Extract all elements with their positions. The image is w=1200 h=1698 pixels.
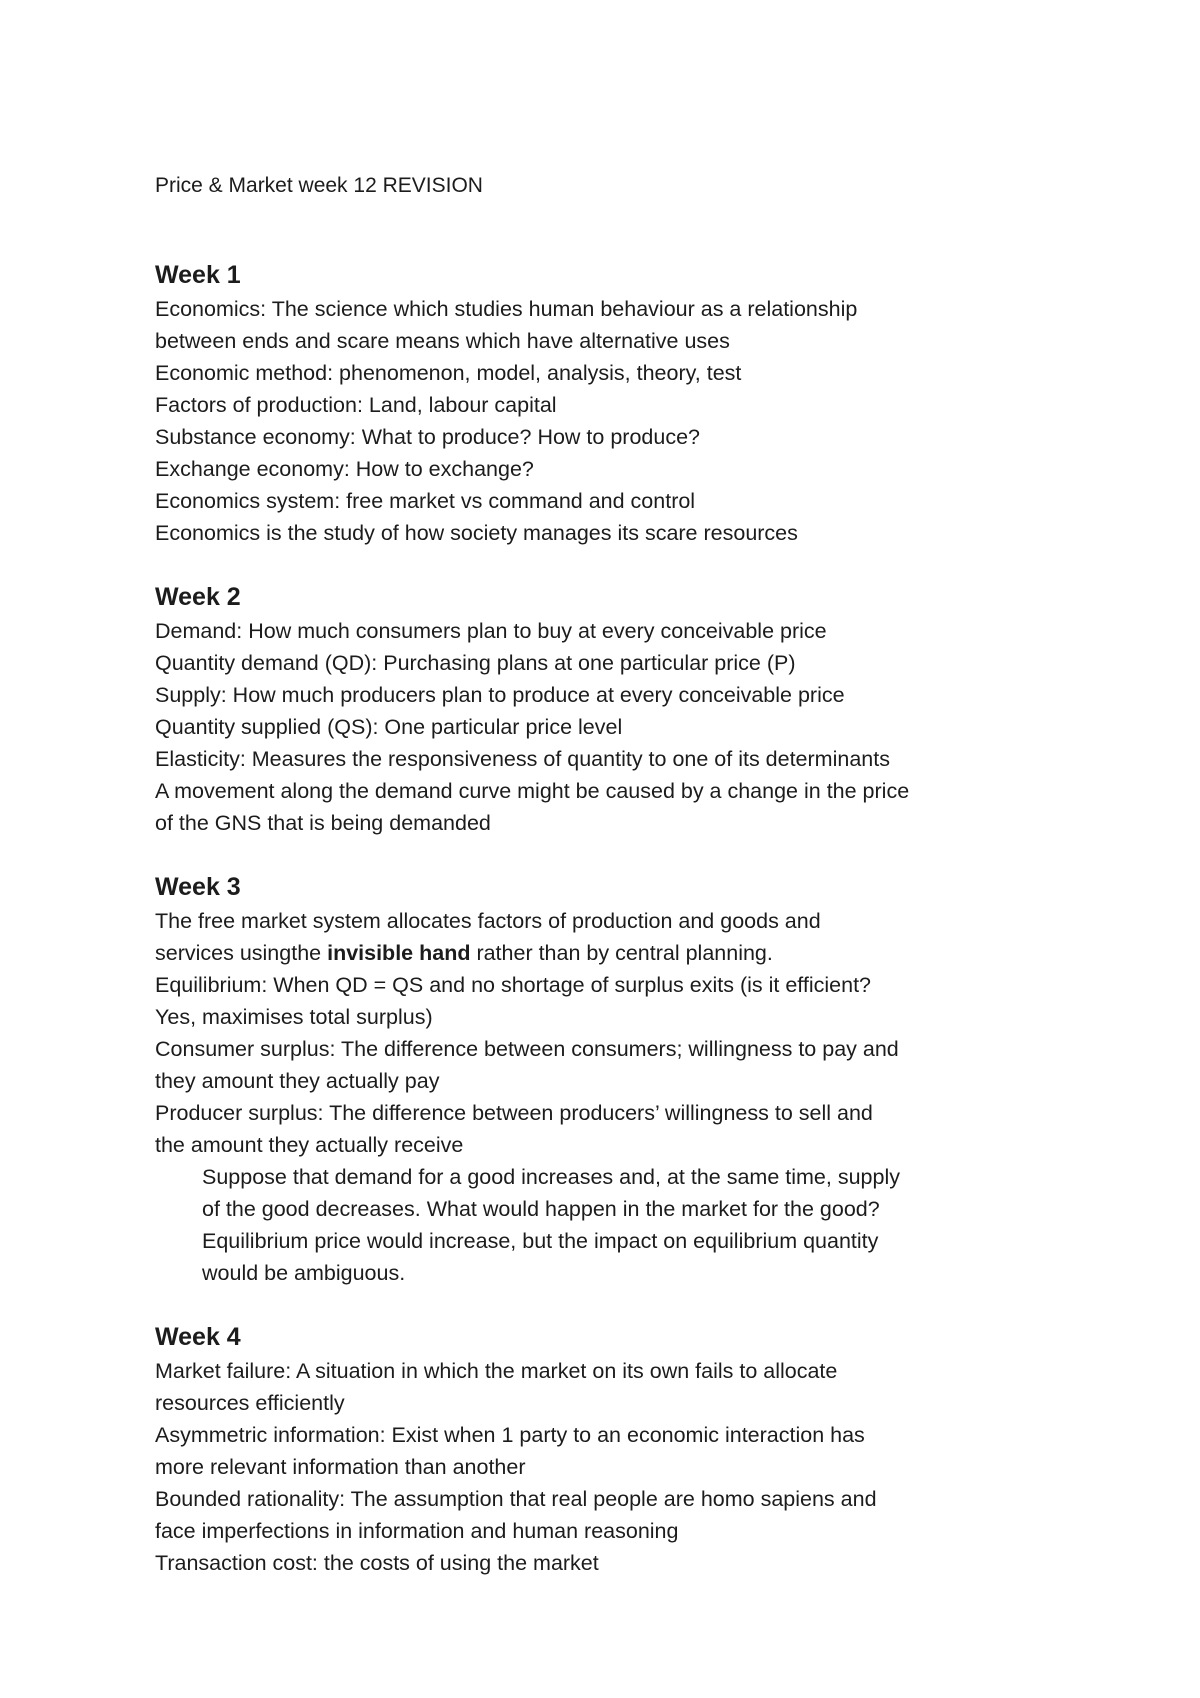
- indented-text-line: would be ambiguous.: [202, 1261, 406, 1285]
- document-page: [155, 170, 1085, 1610]
- text-line: A movement along the demand curve might be caused by a change in the price: [155, 779, 910, 803]
- section-heading-week-1: Week 1: [155, 261, 241, 289]
- section-heading-week-3: Week 3: [155, 873, 241, 901]
- text-line: Economics is the study of how society manages its scare resources: [155, 521, 798, 545]
- text-line: Quantity supplied (QS): One particular price level: [155, 715, 623, 739]
- section-heading-week-2: Week 2: [155, 583, 241, 611]
- text-line: Economic method: phenomenon, model, analysis, theory, test: [155, 361, 742, 385]
- text-line: Quantity demand (QD): Purchasing plans at one particular price (P): [155, 651, 796, 675]
- text-line: Exchange economy: How to exchange?: [155, 457, 534, 481]
- text-line: Market failure: A situation in which the market on its own fails to allocate: [155, 1359, 838, 1383]
- indented-text-line: Equilibrium price would increase, but the impact on equilibrium quantity: [202, 1229, 879, 1253]
- text-line: resources efficiently: [155, 1391, 345, 1415]
- text-line: Economics: The science which studies human behaviour as a relationship: [155, 297, 858, 321]
- text-line: Asymmetric information: Exist when 1 party to an economic interaction has: [155, 1423, 865, 1447]
- document-title: Price & Market week 12 REVISION: [155, 174, 483, 197]
- text-line: Economics system: free market vs command and control: [155, 489, 696, 513]
- text-line: Transaction cost: the costs of using the market: [155, 1551, 599, 1575]
- section-week-4: [155, 1320, 1085, 1579]
- text-line: Yes, maximises total surplus): [155, 1005, 433, 1029]
- section-heading-week-4: Week 4: [155, 1323, 241, 1351]
- text-run: services usingthe: [155, 941, 328, 965]
- text-line: between ends and scare means which have alternative uses: [155, 329, 730, 353]
- text-line: Consumer surplus: The difference between consumers; willingness to pay and: [155, 1037, 899, 1061]
- text-line: Elasticity: Measures the responsiveness of quantity to one of its determinants: [155, 747, 890, 771]
- text-line: they amount they actually pay: [155, 1069, 440, 1093]
- text-line: Bounded rationality: The assumption that real people are homo sapiens and: [155, 1487, 877, 1511]
- text-line: Substance economy: What to produce? How to produce?: [155, 425, 700, 449]
- text-line: The free market system allocates factors of production and goods and: [155, 909, 821, 933]
- section-week-1: [155, 258, 1085, 549]
- text-line-with-emphasis: [155, 937, 1085, 969]
- text-line: Supply: How much producers plan to produce at every conceivable price: [155, 683, 845, 707]
- text-line: Demand: How much consumers plan to buy at every conceivable price: [155, 619, 827, 643]
- text-line: the amount they actually receive: [155, 1133, 464, 1157]
- text-line: Factors of production: Land, labour capital: [155, 393, 557, 417]
- indented-text-line: Suppose that demand for a good increases and, at the same time, supply: [202, 1165, 900, 1189]
- text-line: Equilibrium: When QD = QS and no shortage of surplus exits (is it efficient?: [155, 973, 872, 997]
- section-week-2: [155, 580, 1085, 839]
- text-run: rather than by central planning.: [470, 941, 773, 965]
- text-line: more relevant information than another: [155, 1455, 526, 1479]
- section-week-3: [155, 870, 1085, 1289]
- indented-text-line: of the good decreases. What would happen in the market for the good?: [202, 1197, 880, 1221]
- emphasis-invisible-hand: invisible hand: [327, 941, 471, 965]
- text-line: of the GNS that is being demanded: [155, 811, 491, 835]
- text-line: Producer surplus: The difference between producers’ willingness to sell and: [155, 1101, 873, 1125]
- text-line: face imperfections in information and human reasoning: [155, 1519, 679, 1543]
